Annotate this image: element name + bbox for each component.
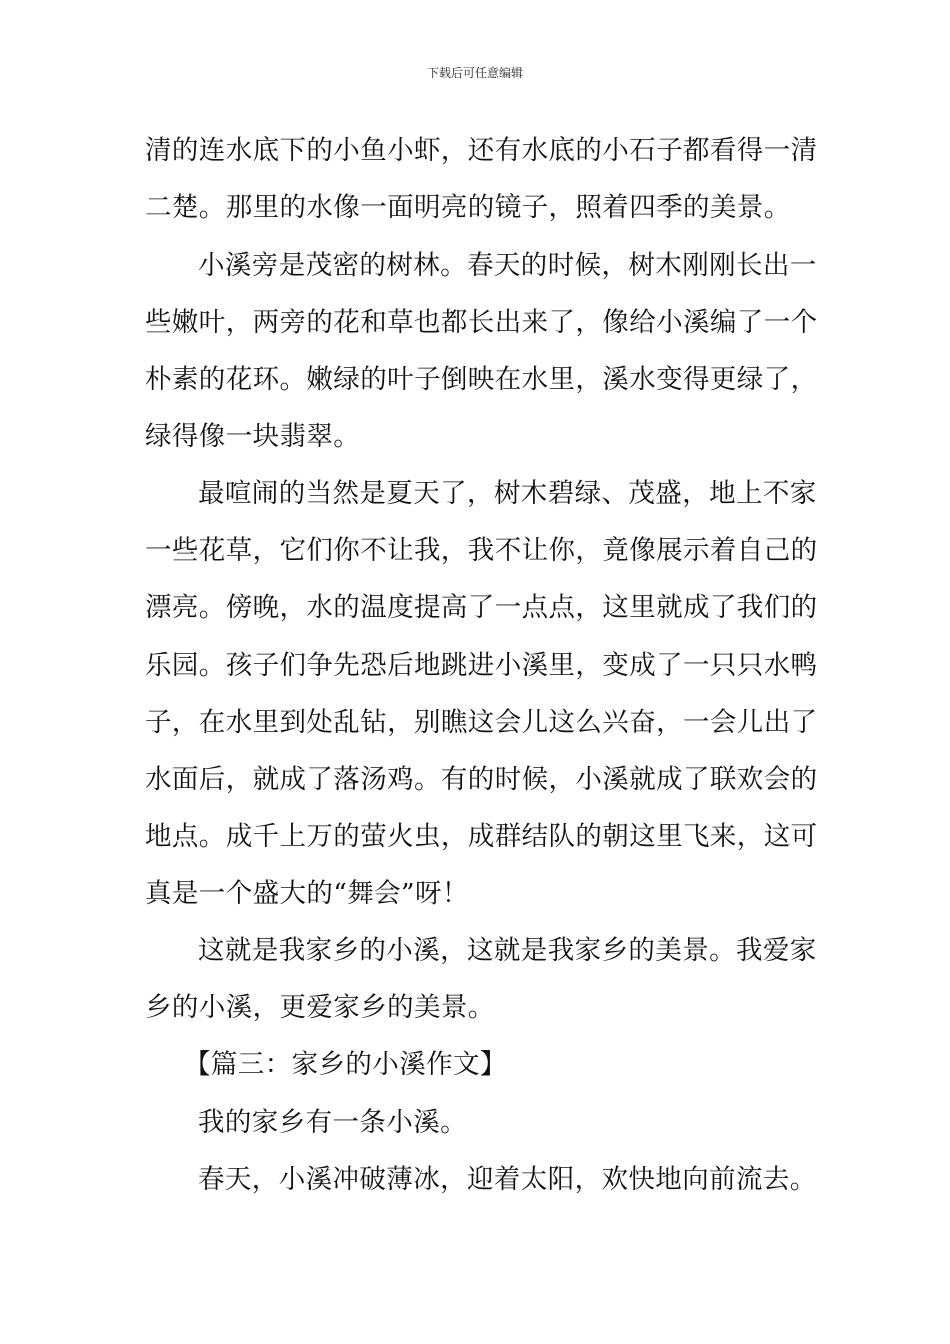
text-line: 地点。成千上万的萤火虫，成群结队的朝这里飞来，这可 bbox=[145, 821, 818, 852]
text-line: 绿得像一块翡翠。 bbox=[145, 421, 361, 452]
text-line: 最喧闹的当然是夏天了，树木碧绿、茂盛，地上不家 bbox=[198, 478, 817, 509]
text-line: 真是一个盛大的“舞会”呀！ bbox=[145, 878, 469, 909]
text-line: 水面后，就成了落汤鸡。有的时候，小溪就成了联欢会的 bbox=[145, 764, 818, 795]
text-line: 二楚。那里的水像一面明亮的镜子，照着四季的美景。 bbox=[145, 192, 791, 223]
text-line: 朴素的花环。嫩绿的叶子倒映在水里，溪水变得更绿了， bbox=[145, 364, 818, 395]
text-line: 小溪旁是茂密的树林。春天的时候，树木刚刚长出一 bbox=[198, 250, 817, 281]
text-line: 子，在水里到处乱钻，别瞧这会儿这么兴奋，一会儿出了 bbox=[145, 707, 818, 738]
page-header: 下载后可任意编辑 bbox=[426, 66, 523, 80]
text-line: 乡的小溪，更爱家乡的美景。 bbox=[145, 992, 495, 1023]
text-line: 清的连水底下的小鱼小虾，还有水底的小石子都看得一清 bbox=[145, 135, 818, 166]
section-heading: 【篇三：家乡的小溪作文】 bbox=[184, 1049, 507, 1080]
text-line: 乐园。孩子们争先恐后地跳进小溪里，变成了一只只水鸭 bbox=[145, 650, 818, 681]
text-line: 一些花草，它们你不让我，我不让你，竟像展示着自己的 bbox=[145, 535, 818, 566]
text-line: 春天，小溪冲破薄冰，迎着太阳，欢快地向前流去。 bbox=[198, 1164, 817, 1195]
text-line: 这就是我家乡的小溪，这就是我家乡的美景。我爱家 bbox=[198, 935, 817, 966]
text-line: 我的家乡有一条小溪。 bbox=[198, 1107, 467, 1138]
text-line: 漂亮。傍晚，水的温度提高了一点点，这里就成了我们的 bbox=[145, 592, 818, 623]
text-line: 些嫩叶，两旁的花和草也都长出来了，像给小溪编了一个 bbox=[145, 307, 818, 338]
